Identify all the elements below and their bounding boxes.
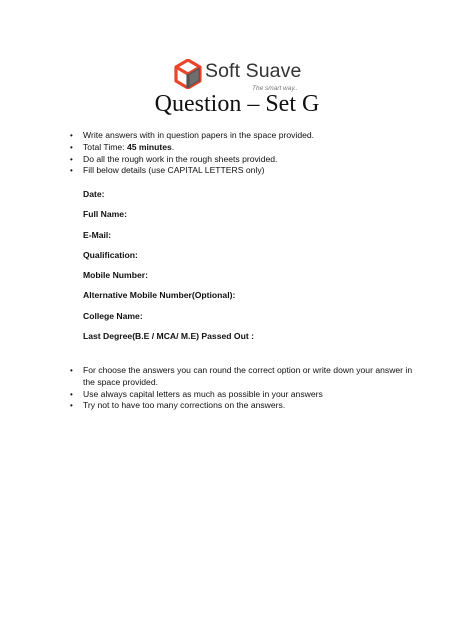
bullet-icon: • — [70, 166, 73, 176]
logo-tagline: The smart way.. — [252, 85, 298, 92]
candidate-details-form — [83, 189, 254, 351]
instruction-item — [0, 142, 474, 154]
notes-list — [0, 365, 474, 412]
soft-suave-logo — [174, 59, 314, 95]
bullet-icon: • — [70, 154, 73, 164]
field-college-name-label: College Name: — [83, 310, 143, 321]
bullet-icon: • — [70, 389, 73, 399]
field-last-degree-label: Last Degree(B.E / MCA/ M.E) Passed Out : — [83, 331, 254, 342]
note-item — [0, 389, 474, 401]
bullet-icon: • — [70, 401, 73, 411]
instructions-list — [0, 130, 474, 177]
bullet-icon: • — [70, 366, 73, 375]
note-text: Try not to have too many corrections on the answers. — [83, 400, 286, 411]
instruction-text: Write answers with in question papers in the space provided. — [83, 130, 315, 140]
field-email-label: E-Mail: — [83, 229, 112, 240]
instruction-item — [0, 130, 474, 142]
instruction-item — [0, 154, 474, 166]
note-item — [0, 400, 474, 412]
note-text: For choose the answers you can round the correct option or write down your answer in the space provided. — [83, 365, 413, 387]
instruction-item — [0, 165, 474, 177]
total-time-value: 45 minutes — [126, 141, 172, 152]
instruction-text: Do all the rough work in the rough sheets provided. — [83, 153, 278, 164]
logo-wordmark: Soft Suave — [205, 60, 302, 82]
bullet-icon: • — [70, 142, 73, 152]
page-title: Question – Set G — [154, 91, 320, 117]
instruction-text-prefix: Total Time: — [83, 141, 127, 152]
field-qualification-label: Qualification: — [83, 249, 138, 260]
instruction-text-suffix: . — [171, 141, 175, 152]
bullet-icon: • — [70, 131, 73, 140]
instruction-text: Fill below details (use CAPITAL LETTERS only) — [83, 165, 265, 176]
field-full-name-label: Full Name: — [83, 209, 127, 220]
logo-cube-icon — [174, 59, 202, 89]
note-text: Use always capital letters as much as possible in your answers — [83, 388, 323, 399]
field-date-label: Date: — [83, 189, 105, 199]
field-mobile-number-label: Mobile Number: — [83, 270, 148, 281]
field-alt-mobile-number-label: Alternative Mobile Number(Optional): — [83, 290, 236, 301]
note-item — [0, 365, 474, 389]
